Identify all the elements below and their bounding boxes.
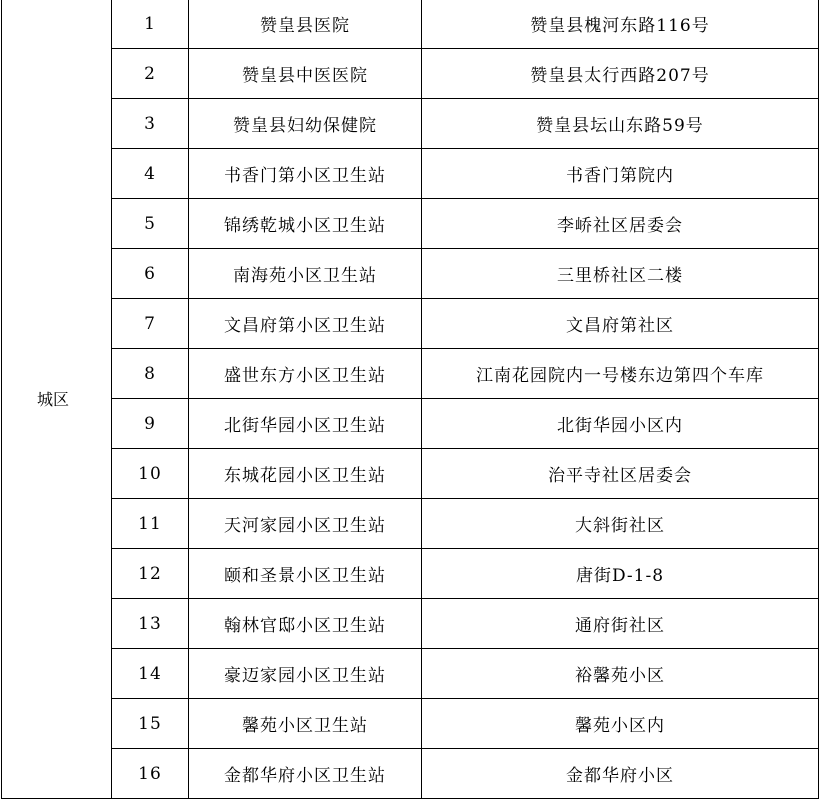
site-name-cell: 赞皇县医院 — [189, 0, 422, 49]
table-row — [2, 399, 819, 449]
site-address-cell: 治平寺社区居委会 — [422, 449, 819, 499]
table-row — [2, 549, 819, 599]
table-row — [2, 299, 819, 349]
row-number-cell: 3 — [112, 99, 189, 149]
table-row — [2, 649, 819, 699]
sites-table-body — [2, 0, 819, 799]
site-address-cell: 赞皇县太行西路207号 — [422, 49, 819, 99]
site-name-cell: 豪迈家园小区卫生站 — [189, 649, 422, 699]
district-cell: 城区 — [2, 0, 112, 799]
row-number-cell: 16 — [112, 749, 189, 799]
site-name-cell: 颐和圣景小区卫生站 — [189, 549, 422, 599]
site-name-cell: 赞皇县中医医院 — [189, 49, 422, 99]
table-row — [2, 749, 819, 799]
row-number-cell: 6 — [112, 249, 189, 299]
row-number-cell: 15 — [112, 699, 189, 749]
table-row — [2, 599, 819, 649]
row-number-cell: 2 — [112, 49, 189, 99]
site-address-cell: 大斜街社区 — [422, 499, 819, 549]
site-address-cell: 李峤社区居委会 — [422, 199, 819, 249]
row-number-cell: 10 — [112, 449, 189, 499]
site-address-cell: 唐街D-1-8 — [422, 549, 819, 599]
row-number-cell: 11 — [112, 499, 189, 549]
site-address-cell: 文昌府第社区 — [422, 299, 819, 349]
sites-table — [1, 0, 819, 799]
site-name-cell: 天河家园小区卫生站 — [189, 499, 422, 549]
row-number-cell: 7 — [112, 299, 189, 349]
row-number-cell: 12 — [112, 549, 189, 599]
table-row — [2, 199, 819, 249]
site-name-cell: 锦绣乾城小区卫生站 — [189, 199, 422, 249]
site-name-cell: 翰林官邸小区卫生站 — [189, 599, 422, 649]
site-name-cell: 北街华园小区卫生站 — [189, 399, 422, 449]
table-row — [2, 449, 819, 499]
site-name-cell: 南海苑小区卫生站 — [189, 249, 422, 299]
row-number-cell: 13 — [112, 599, 189, 649]
site-address-cell: 馨苑小区内 — [422, 699, 819, 749]
table-row — [2, 249, 819, 299]
row-number-cell: 4 — [112, 149, 189, 199]
site-address-cell: 书香门第院内 — [422, 149, 819, 199]
site-address-cell: 裕馨苑小区 — [422, 649, 819, 699]
site-name-cell: 赞皇县妇幼保健院 — [189, 99, 422, 149]
row-number-cell: 14 — [112, 649, 189, 699]
site-address-cell: 赞皇县槐河东路116号 — [422, 0, 819, 49]
site-address-cell: 金都华府小区 — [422, 749, 819, 799]
site-name-cell: 盛世东方小区卫生站 — [189, 349, 422, 399]
site-name-cell: 东城花园小区卫生站 — [189, 449, 422, 499]
table-row — [2, 99, 819, 149]
site-name-cell: 文昌府第小区卫生站 — [189, 299, 422, 349]
table-row — [2, 0, 819, 49]
table-row — [2, 49, 819, 99]
row-number-cell: 8 — [112, 349, 189, 399]
site-address-cell: 北街华园小区内 — [422, 399, 819, 449]
table-row — [2, 149, 819, 199]
site-name-cell: 书香门第小区卫生站 — [189, 149, 422, 199]
site-name-cell: 馨苑小区卫生站 — [189, 699, 422, 749]
site-address-cell: 赞皇县坛山东路59号 — [422, 99, 819, 149]
site-address-cell: 江南花园院内一号楼东边第四个车库 — [422, 349, 819, 399]
table-row — [2, 499, 819, 549]
site-address-cell: 通府街社区 — [422, 599, 819, 649]
site-name-cell: 金都华府小区卫生站 — [189, 749, 422, 799]
table-row — [2, 349, 819, 399]
row-number-cell: 1 — [112, 0, 189, 49]
row-number-cell: 5 — [112, 199, 189, 249]
site-address-cell: 三里桥社区二楼 — [422, 249, 819, 299]
table-row — [2, 699, 819, 749]
row-number-cell: 9 — [112, 399, 189, 449]
